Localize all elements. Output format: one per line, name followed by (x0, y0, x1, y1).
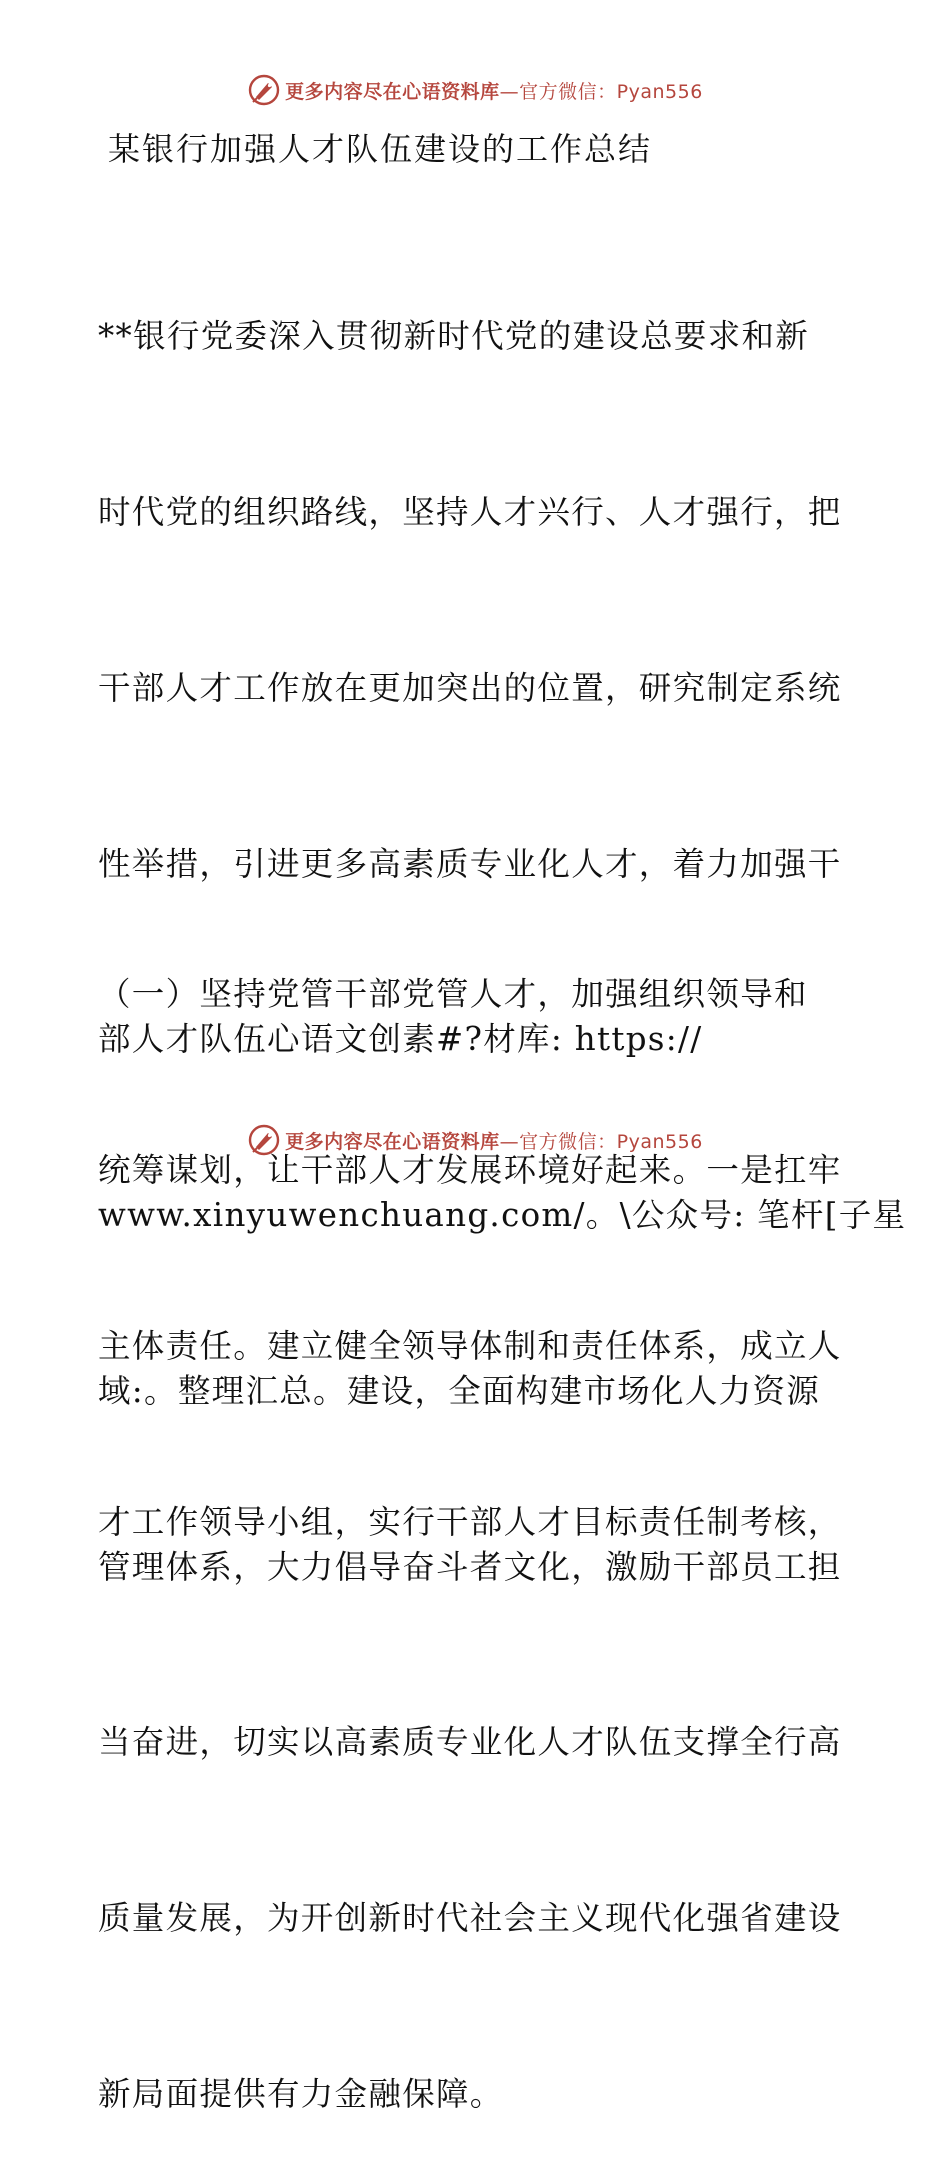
paragraph-line: 干部人才工作放在更加突出的位置，研究制定系统 (98, 668, 842, 707)
paragraph-line: 新局面提供有力金融保障。 (98, 2075, 504, 2113)
paragraph-line: 主体责任。建立健全领导体制和责任体系，成立人 (98, 1326, 842, 1365)
paragraph-line: **银行党委深入贯彻新时代党的建设总要求和新 (98, 317, 810, 356)
paragraph-line: 部人才队伍心语文创素#?材库: https:// (98, 1020, 703, 1059)
header-banner (0, 70, 950, 110)
paragraph-line: 质量发展，为开创新时代社会主义现代化强省建设 (98, 1899, 842, 1938)
banner-main-text: 更多内容尽在心语资料库 (285, 1130, 500, 1153)
footer-banner (0, 1120, 950, 1160)
paragraph-line: 才工作领导小组，实行干部人才目标责任制考核， (98, 1502, 842, 1541)
paragraph-line: 性举措，引进更多高素质专业化人才，着力加强干 (98, 844, 842, 883)
pen-nib-logo-icon (247, 73, 281, 107)
banner-wechat-text: 官方微信：Pyan556 (519, 1130, 703, 1153)
banner-separator: — (499, 80, 520, 103)
paragraph-line: 统筹谋划，让干部人才发展环境好起来。一是扛牢 (98, 1150, 842, 1189)
paragraph-line: 时代党的组织路线，坚持人才兴行、人才强行，把 (98, 492, 842, 531)
pen-nib-logo-icon (247, 1123, 281, 1157)
paragraph-2 (98, 848, 907, 1610)
paragraph-line: 当奋进，切实以高素质专业化人才队伍支撑全行高 (98, 1723, 842, 1762)
banner-text (285, 77, 703, 104)
banner-main-text: 更多内容尽在心语资料库 (285, 80, 500, 103)
banner-separator: — (499, 1130, 520, 1153)
document-title: 某银行加强人才队伍建设的工作总结 (108, 130, 653, 168)
paragraph-line: （一）坚持党管干部党管人才，加强组织领导和 (98, 975, 808, 1014)
paragraph-line: 管理体系，大力倡导奋斗者文化，激励干部员工担 (98, 1547, 842, 1586)
banner-text (285, 1127, 703, 1154)
paragraph-line: www.xinyuwenchuang.com/。\公众号: 笔杆[子星 (98, 1196, 907, 1235)
paragraph-line: 域:。整理汇总。建设，全面构建市场化人力资源 (98, 1371, 821, 1410)
banner-wechat-text: 官方微信：Pyan556 (519, 80, 703, 103)
